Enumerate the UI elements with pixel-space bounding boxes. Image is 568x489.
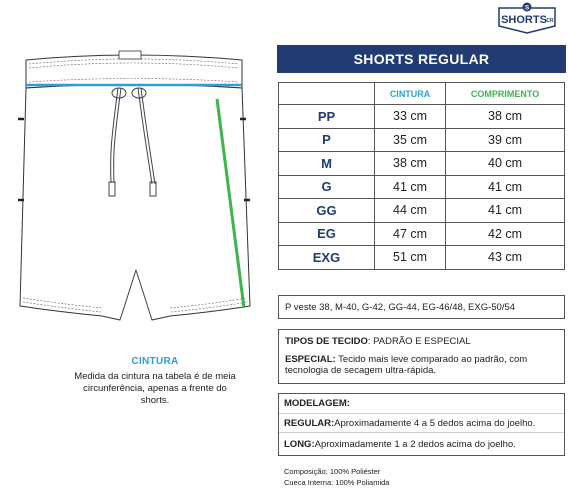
size-cell: PP <box>279 105 375 129</box>
modelagem-title: MODELAGEM: <box>284 398 350 409</box>
size-table <box>278 82 565 270</box>
column-header-size <box>279 83 375 105</box>
comprimento-cell: 39 cm <box>446 128 565 152</box>
table-row <box>279 222 565 246</box>
size-cell: M <box>279 152 375 176</box>
cintura-caption-title: CINTURA <box>131 356 179 367</box>
long-text: Aproximadamente 1 a 2 dedos acima do joelho. <box>314 439 516 450</box>
logo-text: SHORTS <box>501 14 547 26</box>
logo-suffix: CR <box>546 18 554 24</box>
table-title: SHORTS REGULAR <box>277 45 566 73</box>
column-header-comprimento: COMPRIMENTO <box>446 83 565 105</box>
table-row <box>279 105 565 129</box>
modelagem-box <box>278 393 565 456</box>
composicao-line-2: Cueca Interna: 100% Poliamida <box>284 478 390 487</box>
especial-text: Tecido mais leve comparado ao padrão, com tecnologia de secagem ultra-rápida. <box>285 353 528 376</box>
shorts-icon <box>12 48 262 333</box>
size-cell: GG <box>279 199 375 223</box>
comprimento-cell: 42 cm <box>446 222 565 246</box>
regular-label: REGULAR: <box>284 417 335 429</box>
especial-label: ESPECIAL: <box>285 353 336 365</box>
table-row <box>279 128 565 152</box>
table-row <box>279 199 565 223</box>
tecido-label: TIPOS DE TECIDO <box>285 336 368 347</box>
logo-mark: S <box>524 4 530 12</box>
cintura-cell: 47 cm <box>375 222 446 246</box>
size-cell: P <box>279 128 375 152</box>
comprimento-cell: 41 cm <box>446 175 565 199</box>
cintura-caption <box>70 356 240 407</box>
veste-note: P veste 38, M-40, G-42, GG-44, EG-46/48, EXG-50/54 <box>278 295 565 319</box>
size-cell: G <box>279 175 375 199</box>
table-row <box>279 152 565 176</box>
cintura-cell: 35 cm <box>375 128 446 152</box>
composicao <box>284 466 389 488</box>
table-row <box>279 175 565 199</box>
cintura-cell: 33 cm <box>375 105 446 129</box>
regular-text: Aproximadamente 4 a 5 dedos acima do joelho. <box>334 417 536 429</box>
long-label: LONG: <box>284 439 315 450</box>
cintura-cell: 51 cm <box>375 246 446 270</box>
cintura-cell: 44 cm <box>375 199 446 223</box>
comprimento-cell: 41 cm <box>446 199 565 223</box>
shorts-illustration <box>12 48 262 333</box>
comprimento-cell: 43 cm <box>446 246 565 270</box>
brand-logo <box>497 2 559 34</box>
cintura-cell: 38 cm <box>375 152 446 176</box>
comprimento-cell: 40 cm <box>446 152 565 176</box>
size-cell: EXG <box>279 246 375 270</box>
size-cell: EG <box>279 222 375 246</box>
cintura-cell: 41 cm <box>375 175 446 199</box>
composicao-line-1: Composição: 100% Poliéster <box>284 467 381 476</box>
tecido-box <box>278 329 565 384</box>
table-row <box>279 246 565 270</box>
column-header-cintura: CINTURA <box>375 83 446 105</box>
tecido-value: : PADRÃO E ESPECIAL <box>367 336 471 347</box>
shorts-logo-icon <box>497 2 559 34</box>
comprimento-cell: 38 cm <box>446 105 565 129</box>
cintura-caption-text: Medida da cintura na tabela é de meia circunferência, apenas a frente do shorts. <box>74 371 236 406</box>
